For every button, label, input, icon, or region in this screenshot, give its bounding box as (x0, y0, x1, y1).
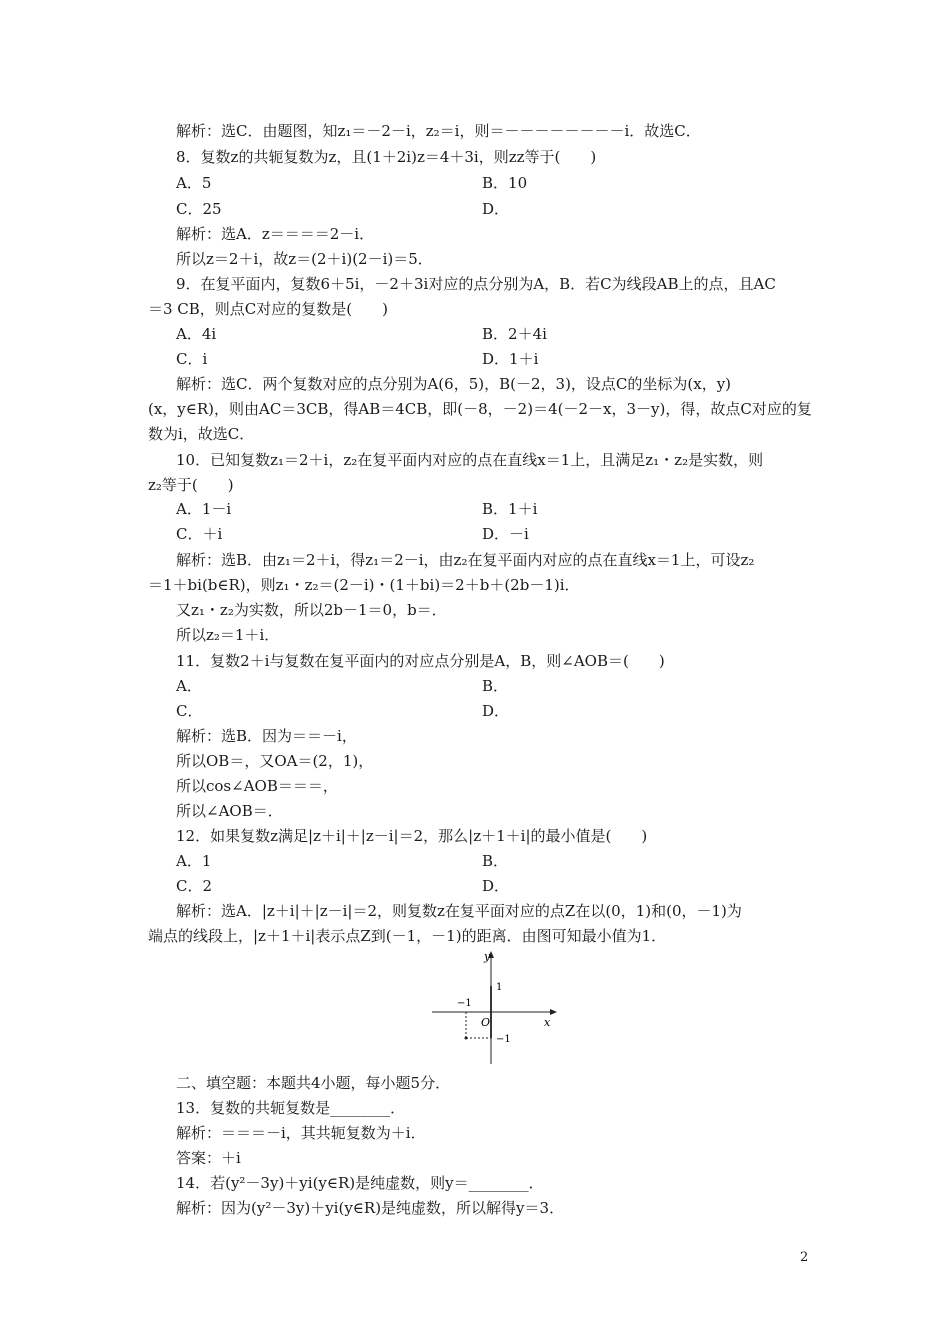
solution-7: 解析：选C．由题图，知z₁＝－2－i，z₂＝i，则＝－－－－－－－－i．故选C． (176, 122, 701, 140)
origin-label: O (481, 1016, 491, 1029)
option-c: C．＋i (176, 525, 223, 543)
solution-10-cont2: 又z₁・z₂为实数，所以2b－1＝0，b＝． (176, 601, 447, 619)
solution-11-cont: 所以OB＝，又OA＝(2，1)， (176, 752, 374, 770)
option-d: D． (482, 200, 510, 218)
question-11: 11．复数2＋i与复数在复平面内的对应点分别是A，B，则∠AOB＝( ) (176, 652, 665, 670)
answer-13: 答案：＋i (176, 1149, 241, 1167)
solution-8-cont: 所以z＝2＋i，故z＝(2＋i)(2－i)＝5． (176, 250, 433, 268)
solution-8: 解析：选A．z＝＝＝＝2－i． (176, 225, 375, 243)
option-c: C．2 (176, 877, 213, 895)
solution-9-cont: (x，y∈R)，则由AC＝3CB，得AB＝4CB，即(－8，－2)＝4(－2－x，3－y)，得，故点C对应的复 (148, 400, 812, 418)
question-8: 8．复数z的共轭复数为z，且(1＋2i)z＝4＋3i，则zz等于( ) (176, 148, 597, 166)
tick-x-neg1: −1 (457, 998, 472, 1009)
option-b: B． (482, 852, 509, 870)
coordinate-diagram (430, 950, 560, 1068)
tick-y-neg1: −1 (496, 1034, 511, 1045)
question-14: 14．若(y²－3y)＋yi(y∈R)是纯虚数，则y＝________． (176, 1174, 544, 1192)
solution-9: 解析：选C．两个复数对应的点分别为A(6，5)，B(－2，3)，设点C的坐标为(x，y) (176, 375, 732, 393)
option-a: A． (176, 677, 202, 695)
option-c: C． (176, 702, 203, 720)
page-number: 2 (800, 1250, 809, 1265)
question-12: 12．如果复数z满足|z＋i|＋|z－i|＝2，那么|z＋1＋i|的最小值是( ) (176, 827, 648, 845)
solution-10-cont: ＝1＋bi(b∈R)，则z₁・z₂＝(2－i)・(1＋bi)＝2＋b＋(2b－1)i． (148, 576, 580, 594)
option-a: A．4i (176, 325, 217, 343)
question-13: 13．复数的共轭复数是________． (176, 1099, 406, 1117)
option-b: B．10 (482, 174, 528, 192)
option-d: D． (482, 877, 510, 895)
solution-10: 解析：选B．由z₁＝2＋i，得z₁＝2－i，由z₂在复平面内对应的点在直线x＝1上，可设z₂ (176, 551, 755, 569)
solution-12-cont: 端点的线段上，|z＋1＋i|表示点Z到(－1，－1)的距离．由图可知最小值为1． (148, 927, 667, 945)
solution-9-end: 数为i，故选C． (148, 425, 255, 443)
option-c: C．25 (176, 200, 222, 218)
solution-11-end: 所以∠AOB＝． (176, 802, 283, 820)
option-b: B．1＋i (482, 500, 538, 518)
y-axis-label: y (484, 950, 491, 963)
solution-11: 解析：选B．因为＝＝－i， (176, 727, 357, 745)
option-b: B．2＋4i (482, 325, 547, 343)
solution-10-end: 所以z₂＝1＋i． (176, 626, 280, 644)
question-10-cont: z₂等于( ) (148, 476, 234, 494)
solution-12: 解析：选A．|z＋i|＋|z－i|＝2，则复数z在复平面对应的点Z在以(0，1)和(0，－1)为 (176, 902, 742, 920)
solution-14: 解析：因为(y²－3y)＋yi(y∈R)是纯虚数，所以解得y＝3． (176, 1199, 565, 1217)
question-9-cont: ＝3 CB，则点C对应的复数是( ) (148, 300, 388, 318)
option-b: B． (482, 677, 509, 695)
question-9: 9．在复平面内，复数6＋5i，－2＋3i对应的点分别为A，B．若C为线段AB上的点，且AC (176, 275, 776, 293)
tick-y-1: 1 (496, 982, 503, 993)
x-axis-label: x (544, 1016, 551, 1029)
option-c: C．i (176, 350, 208, 368)
section-heading: 二、填空题：本题共4小题，每小题5分． (176, 1074, 451, 1092)
solution-11-cont2: 所以cos∠AOB＝＝＝， (176, 777, 338, 795)
option-d: D． (482, 702, 510, 720)
option-a: A．1－i (176, 500, 232, 518)
option-d: D．1＋i (482, 350, 539, 368)
option-a: A．1 (176, 852, 212, 870)
solution-13: 解析：＝＝＝－i，其共轭复数为＋i． (176, 1124, 426, 1142)
option-d: D．－i (482, 525, 529, 543)
option-a: A．5 (176, 174, 212, 192)
question-10: 10．已知复数z₁＝2＋i，z₂在复平面内对应的点在直线x＝1上，且满足z₁・z₂是实数，则 (176, 451, 764, 469)
